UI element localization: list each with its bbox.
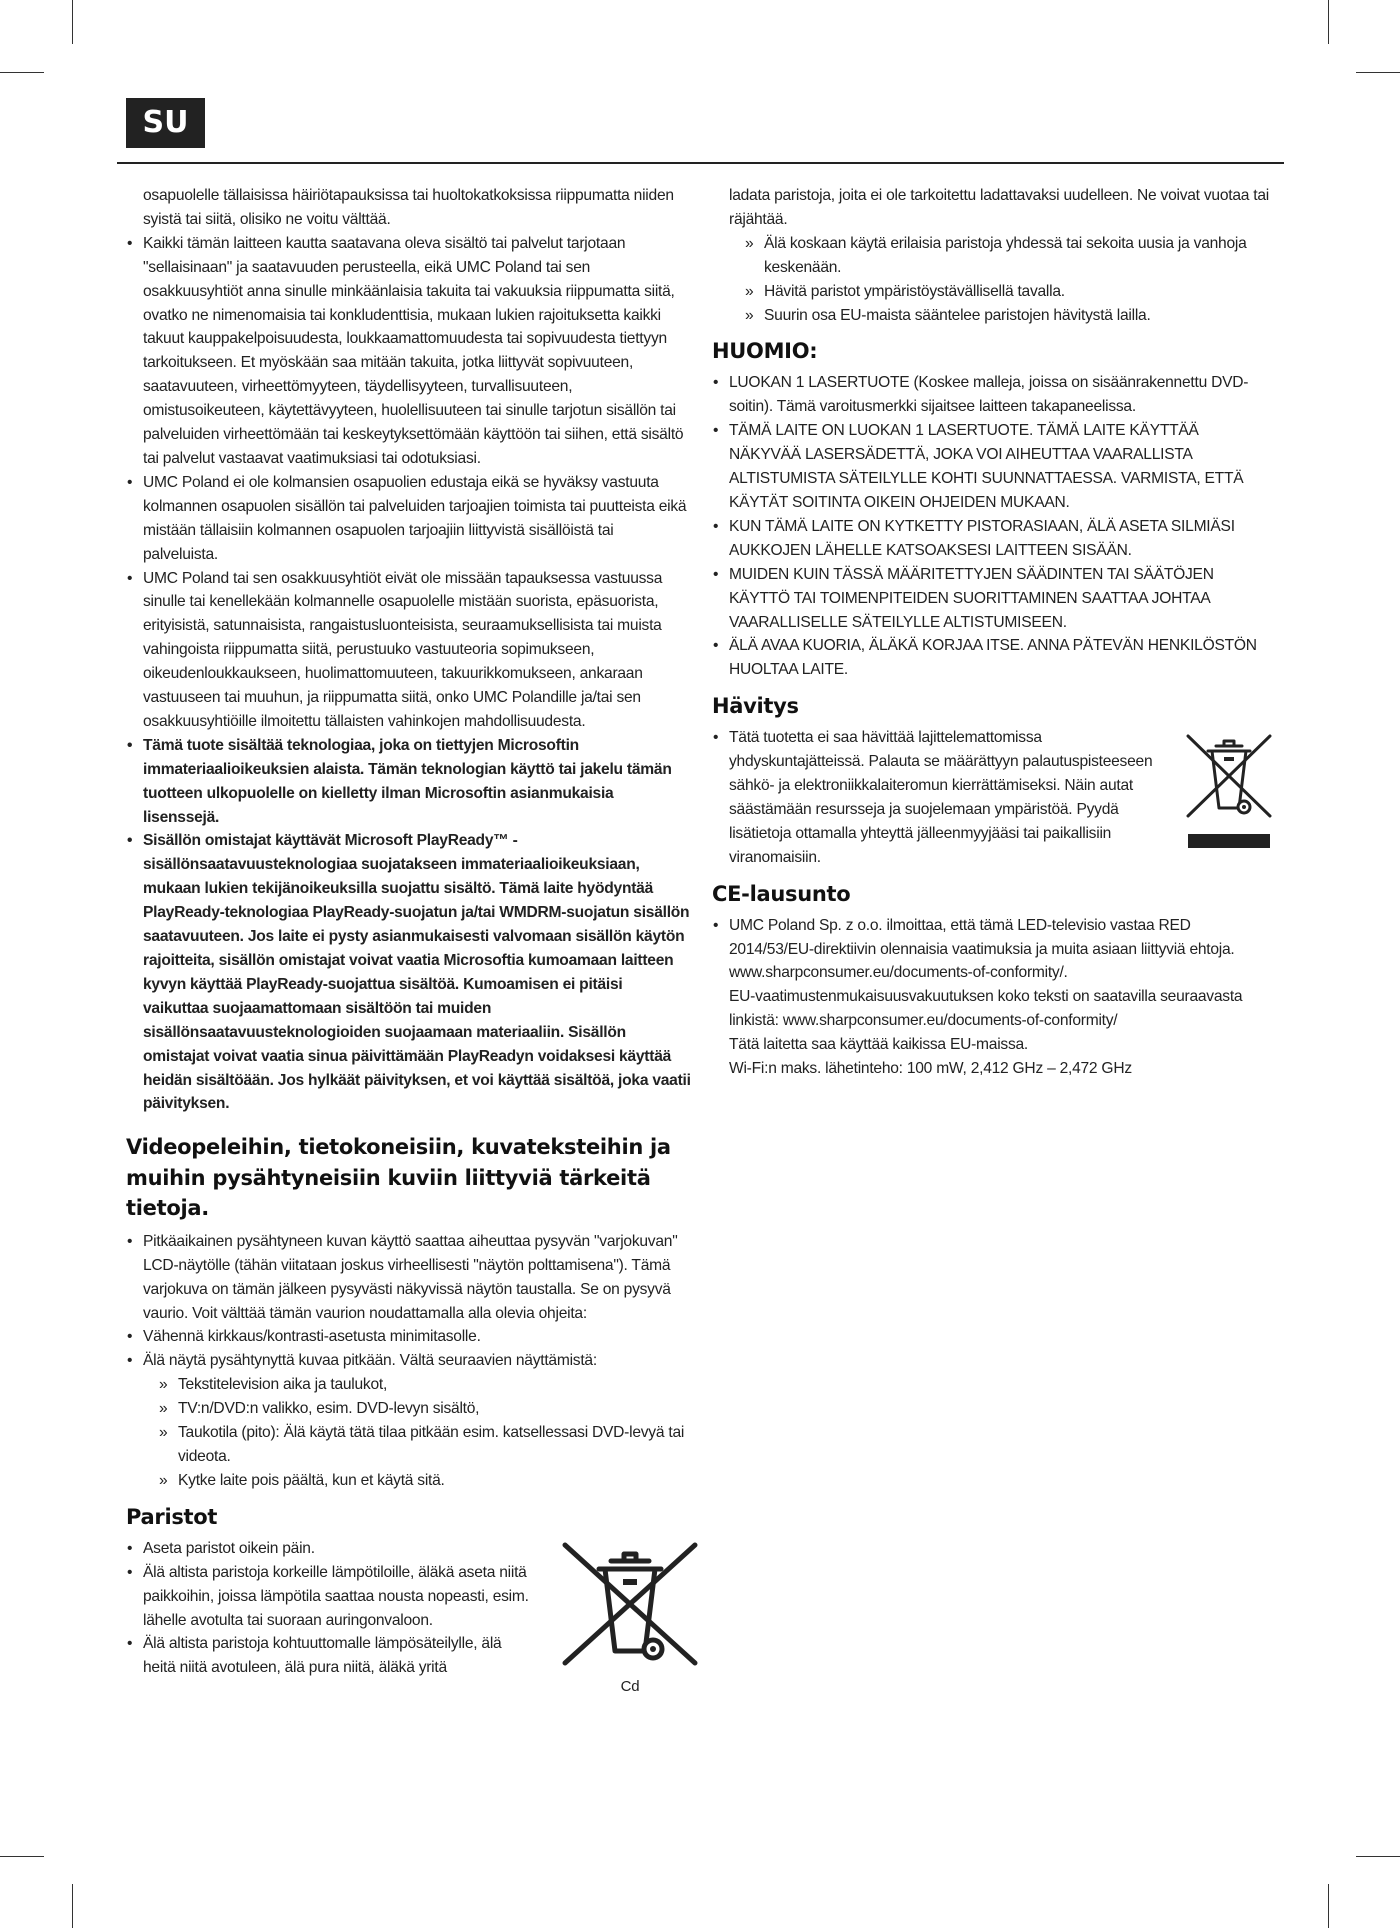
crop-mark	[1356, 1856, 1400, 1857]
battery-disposal-symbol	[561, 1541, 699, 1699]
list-item: • KUN TÄMÄ LAITE ON KYTKETTY PISTORASIAAN, ÄLÄ ASETA SILMIÄSI AUKKOJEN LÄHELLE KATSOAKSESI LAITTEEN SISÄÄN.	[712, 515, 1274, 563]
header-rule	[117, 162, 1284, 164]
continued-paragraph: ladata paristoja, joita ei ole tarkoitettu ladattavaksi uudelleen. Ne voivat vuotaa tai räjähtää.	[729, 187, 1269, 228]
ce-list	[712, 914, 1274, 1081]
list-item: • Älä altista paristoja kohtuuttomalle lämpösäteilylle, älä heitä niitä avotuleen, älä pura niitä, äläkä yritä	[126, 1632, 536, 1680]
list-item	[712, 914, 1274, 1081]
video-list	[126, 1230, 691, 1493]
sub-list-item: » Älä koskaan käytä erilaisia paristoja yhdessä tai sekoita uusia ja vanhoja keskenään.	[712, 232, 1274, 280]
list-item: • MUIDEN KUIN TÄSSÄ MÄÄRITETTYJEN SÄÄDINTEN TAI SÄÄTÖJEN KÄYTTÖ TAI TOIMENPITEIDEN SUORITTAMINEN SAATTAA JOHTAA VAARALLISELLE SÄTEILYLLE ALTISTUMISEEN.	[712, 563, 1274, 635]
right-column	[712, 184, 1274, 1081]
list-item: • UMC Poland ei ole kolmansien osapuolien edustaja eikä se hyväksy vastuuta kolmannen osapuolen sisällön tai palveluiden tarjoajien toimista tai puutteista eikä mistään tällaisiin kolmannen osapuolen tarjoajiin liittyvistä sisällöistä tai palveluista.	[126, 471, 691, 567]
left-column	[126, 184, 691, 1695]
list-item: • UMC Poland tai sen osakkuusyhtiöt eivät ole missään tapauksessa vastuussa sinulle tai kenellekään kolmannelle osapuolelle mistään suorista, epäsuorista, erityisistä, satunnaisista, rangaistusluonteisista, seuraamuksellisista tai muista vahingoista riippumatta siitä, perustuuko vastuuteoria sopimukseen, oikeudenloukkaukseen, huolimattomuuteen, takuurikkomukseen, ankaraan vastuuseen tai muuhun, ja riippumatta siitä, onko UMC Polandille ja/tai sen osakkuusyhtiöille ilmoitettu tällaisten vahinkojen mahdollisuudesta.	[126, 567, 691, 734]
caution-list	[712, 371, 1274, 682]
sub-list-item: » Taukotila (pito): Älä käytä tätä tilaa pitkään esim. katsellessasi DVD-levyä tai videota.	[126, 1421, 691, 1469]
sub-list-item: » Suurin osa EU-maista sääntelee paristojen hävitystä lailla.	[712, 304, 1274, 328]
batteries-sub-list	[712, 232, 1274, 328]
list-item: • Aseta paristot oikein päin.	[126, 1537, 536, 1561]
crop-mark	[72, 1884, 73, 1928]
crop-mark	[1328, 1884, 1329, 1928]
terms-list	[126, 232, 691, 1117]
battery-symbol-caption: Cd	[620, 1677, 640, 1695]
list-item: • Pitkäaikainen pysähtyneen kuvan käyttö saattaa aiheuttaa pysyvän "varjokuvan" LCD-näytölle (tähän viitataan joskus virheellisesti "näytön polttamisena"). Tämä varjokuva on tämän jälkeen pysyvästi näkyvissä näytön taustalla. Se on pysyvä vaurio. Voit välttää tämän vaurion noudattamalla alla olevia ohjeita:	[126, 1230, 691, 1326]
disposal-section	[712, 726, 1274, 869]
list-item: • Sisällön omistajat käyttävät Microsoft PlayReady™ -sisällönsaatavuusteknologiaa suojatakseen immateriaalioikeuksiaan, mukaan lukien tekijänoikeuksilla suojattu sisältö. Tämä laite hyödyntää PlayReady-teknologiaa PlayReady-suojatun ja/tai WMDRM-suojatun sisällön saatavuuteen. Jos laite ei pysty asianmukaisesti valvomaan sisällön käytön rajoitteita, sisällön omistajat voivat vaatia Microsoftia kumoamaan laitteen kyvyn käyttää PlayReady-suojattua sisältöä. Kumoamisen ei pitäisi vaikuttaa suojaamattomaan sisältöön tai muiden sisällönsaatavuusteknologioiden suojaamaan materiaaliin. Sisällön omistajat voivat vaatia sinua päivittämään PlayReadyn voidaksesi käyttää heidän sisältöään. Jos hylkäät päivityksen, et voi käyttää sisältöä, joka vaatii päivityksen.	[126, 829, 691, 1116]
list-item: • TÄMÄ LAITE ON LUOKAN 1 LASERTUOTE. TÄMÄ LAITE KÄYTTÄÄ NÄKYVÄÄ LASERSÄDETTÄ, JOKA VOI AIHEUTTAA VAARALLISTA ALTISTUMISTA SÄTEILYLLE KOHTI SUUNNATTAESSA. VARMISTA, ETTÄ KÄYTÄT SOITINTA OIKEIN OHJEIDEN MUKAAN.	[712, 419, 1274, 515]
batteries-section	[126, 1537, 691, 1695]
disposal-list	[712, 726, 1167, 869]
crop-mark	[0, 1856, 44, 1857]
sub-list-item: » Tekstitelevision aika ja taulukot,	[126, 1373, 691, 1397]
language-badge: SU	[126, 98, 205, 148]
list-item: • Älä näytä pysähtynyttä kuvaa pitkään. Vältä seuraavien näyttämistä:	[126, 1349, 691, 1373]
intro-paragraph: osapuolelle tällaisissa häiriötapauksissa tai huoltokatkoksissa riippumatta niiden syistä tai siitä, olisiko ne voitu välttää.	[143, 187, 674, 228]
sub-list-item: » TV:n/DVD:n valikko, esim. DVD-levyn sisältö,	[126, 1397, 691, 1421]
crop-mark	[72, 0, 73, 44]
batteries-heading: Paristot	[126, 1504, 218, 1529]
list-item: • Älä altista paristoja korkeille lämpötiloille, äläkä aseta niitä paikkoihin, joissa lämpötila saattaa nousta nopeasti, esim. lähelle avotulta tai suoraan auringonvaloon.	[126, 1561, 536, 1633]
disposal-heading: Hävitys	[712, 694, 799, 719]
list-item: • ÄLÄ AVAA KUORIA, ÄLÄKÄ KORJAA ITSE. ANNA PÄTEVÄN HENKILÖSTÖN HUOLTAA LAITE.	[712, 634, 1274, 682]
crossed-bin-icon	[561, 1541, 699, 1667]
ce-heading: CE-lausunto	[712, 881, 851, 906]
sub-list-item: » Hävitä paristot ympäristöystävällisellä tavalla.	[712, 280, 1274, 304]
sub-list-item: » Kytke laite pois päältä, kun et käytä sitä.	[126, 1469, 691, 1493]
list-item: • Vähennä kirkkaus/kontrasti-asetusta minimitasolle.	[126, 1325, 691, 1349]
crop-mark	[1356, 72, 1400, 73]
ce-line: Tätä laitetta saa käyttää kaikissa EU-maissa.	[729, 1036, 1029, 1054]
list-item: • Tätä tuotetta ei saa hävittää lajittelemattomissa yhdyskuntajätteissä. Palauta se määrättyyn palautuspisteeseen sähkö- ja elektroniikkalaiteromun kierrättämiseksi. Näin autat säästämään resursseja ja suojelemaan ympäristöä. Pyydä lisätietoja ottamalla yhteyttä jälleenmyyjääsi tai paikallisiin viranomaisiin.	[712, 726, 1167, 869]
weee-symbol	[1184, 732, 1274, 860]
weee-bin-icon	[1184, 732, 1274, 852]
list-item: • LUOKAN 1 LASERTUOTE (Koskee malleja, joissa on sisäänrakennettu DVD-soitin). Tämä varoitusmerkki sijaitsee laitteen takapaneelissa.	[712, 371, 1274, 419]
ce-line: Wi-Fi:n maks. lähetinteho: 100 mW, 2,412 GHz – 2,472 GHz	[729, 1060, 1132, 1078]
ce-line: EU-vaatimustenmukaisuusvakuutuksen koko teksti on saatavilla seuraavasta linkistä: www.sharpconsumer.eu/documents-of-conformity/	[729, 988, 1243, 1030]
crop-mark	[1328, 0, 1329, 44]
batteries-list	[126, 1537, 536, 1680]
crop-mark	[0, 72, 44, 73]
caution-heading: HUOMIO:	[712, 339, 818, 364]
ce-line: • UMC Poland Sp. z o.o. ilmoittaa, että tämä LED-televisio vastaa RED 2014/53/EU-direktiivin olennaisia vaatimuksia ja muita asiaan liittyviä ehtoja. www.sharpconsumer.eu/documents-of-conformity/.	[729, 916, 1235, 982]
list-item: • Tämä tuote sisältää teknologiaa, joka on tiettyjen Microsoftin immateriaalioikeuksien alaista. Tämän teknologian käyttö tai jakelu tämän tuotteen ulkopuolelle on kielletty ilman Microsoftin asianmukaisia lisenssejä.	[126, 734, 691, 830]
video-heading: Videopeleihin, tietokoneisiin, kuvateksteihin ja muihin pysähtyneisiin kuviin liittyviä tärkeitä tietoja.	[126, 1135, 671, 1221]
list-item: • Kaikki tämän laitteen kautta saatavana oleva sisältö tai palvelut tarjotaan "sellaisinaan" ja saatavuuden perusteella, eikä UMC Poland tai sen osakkuusyhtiöt anna sinulle minkäänlaisia takuita tai vakuuksia riippumatta siitä, ovatko ne nimenomaisia tai konkludenttisia, mukaan lukien rajoituksetta kaikki takuut kauppakelpoisuudesta, loukkaamattomuudesta tai sopivuudesta tiettyyn tarkoitukseen. Et myöskään saa mitään takuita, jotka liittyvät sopivuuteen, saatavuuteen, virheettömyyteen, täydellisyyteen, turvallisuuteen, omistusoikeuteen, käytettävyyteen, huolellisuuteen tai sinulle tarjotun sisällön tai palveluiden virheettömään tai keskeytyksettömään käyttöön tai siihen, että sisältö tai palvelut vastaavat vaatimuksiasi tai odotuksiasi.	[126, 232, 691, 471]
